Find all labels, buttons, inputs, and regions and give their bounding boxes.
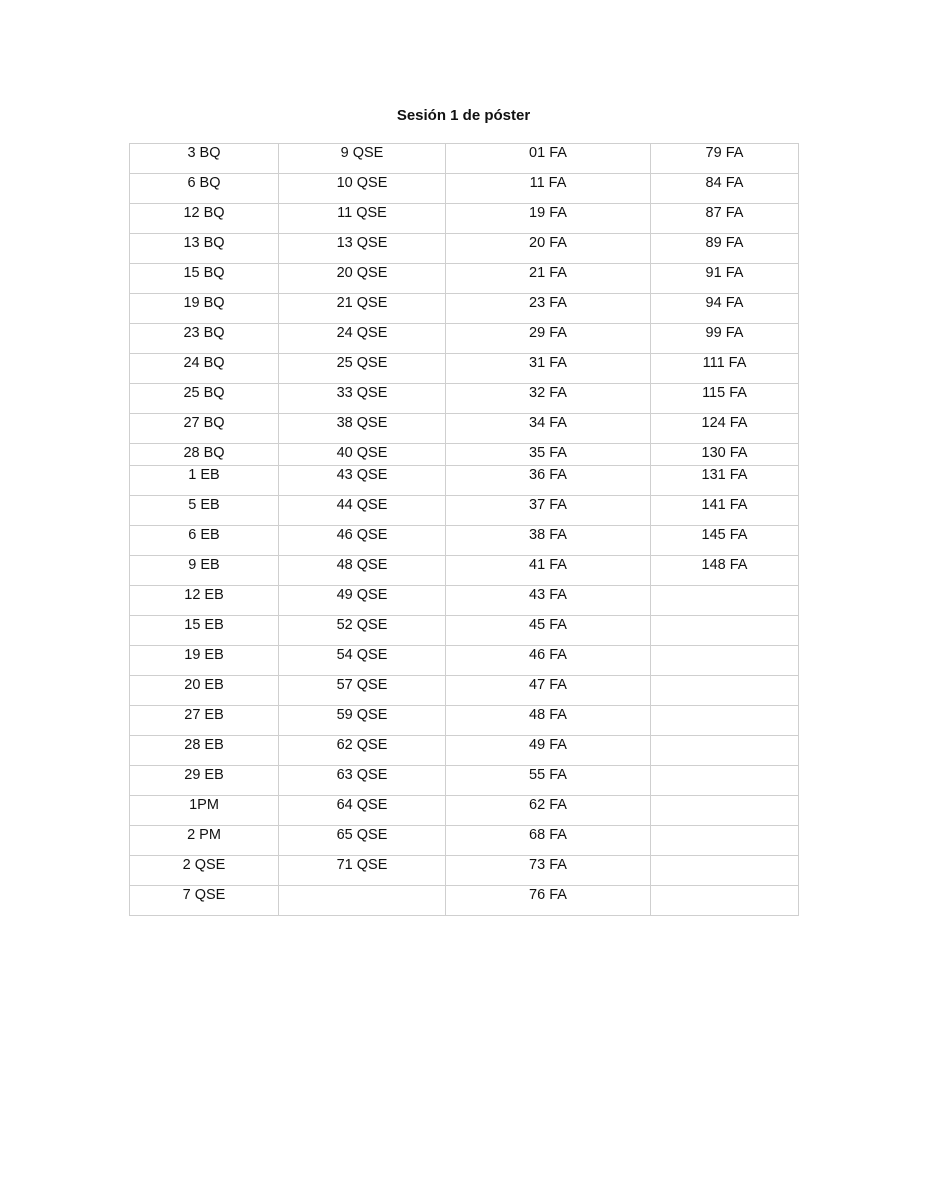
- table-cell: 27 BQ: [130, 414, 279, 444]
- table-cell: [651, 676, 799, 706]
- table-cell: 44 QSE: [279, 496, 446, 526]
- table-row: [130, 706, 799, 736]
- table-cell: 52 QSE: [279, 616, 446, 646]
- table-cell: 68 FA: [446, 826, 651, 856]
- table-cell: 7 QSE: [130, 886, 279, 916]
- table-row: [130, 676, 799, 706]
- table-cell: 99 FA: [651, 324, 799, 354]
- table-cell: 28 EB: [130, 736, 279, 766]
- table-cell: 115 FA: [651, 384, 799, 414]
- table-cell: 49 FA: [446, 736, 651, 766]
- table-cell: 28 BQ: [130, 444, 279, 466]
- table-cell: 32 FA: [446, 384, 651, 414]
- table-cell: 91 FA: [651, 264, 799, 294]
- table-row: [130, 234, 799, 264]
- table-cell: 01 FA: [446, 144, 651, 174]
- table-cell: 62 FA: [446, 796, 651, 826]
- table-cell: 6 BQ: [130, 174, 279, 204]
- table-cell: 35 FA: [446, 444, 651, 466]
- table-row: [130, 886, 799, 916]
- table-row: [130, 324, 799, 354]
- table-row: [130, 204, 799, 234]
- table-cell: 20 QSE: [279, 264, 446, 294]
- poster-session-table: [129, 143, 799, 916]
- table-cell: [651, 736, 799, 766]
- table-row: [130, 556, 799, 586]
- table-cell: 2 PM: [130, 826, 279, 856]
- table-cell: 23 FA: [446, 294, 651, 324]
- table-cell: 46 FA: [446, 646, 651, 676]
- table-row: [130, 766, 799, 796]
- table-cell: 55 FA: [446, 766, 651, 796]
- table-cell: 73 FA: [446, 856, 651, 886]
- table-cell: 29 EB: [130, 766, 279, 796]
- table-cell: 45 FA: [446, 616, 651, 646]
- table-cell: 43 QSE: [279, 466, 446, 496]
- table-row: [130, 526, 799, 556]
- table-cell: 89 FA: [651, 234, 799, 264]
- table-cell: 59 QSE: [279, 706, 446, 736]
- table-cell: 19 EB: [130, 646, 279, 676]
- table-cell: 5 EB: [130, 496, 279, 526]
- table-row: [130, 384, 799, 414]
- table-cell: 63 QSE: [279, 766, 446, 796]
- table-cell: 54 QSE: [279, 646, 446, 676]
- table-cell: 131 FA: [651, 466, 799, 496]
- table-cell: 145 FA: [651, 526, 799, 556]
- table-cell: [651, 586, 799, 616]
- table-cell: 20 FA: [446, 234, 651, 264]
- table-cell: [651, 856, 799, 886]
- table-row: [130, 444, 799, 466]
- table-cell: 1 EB: [130, 466, 279, 496]
- table-cell: 11 FA: [446, 174, 651, 204]
- table-cell: 141 FA: [651, 496, 799, 526]
- table-row: [130, 414, 799, 444]
- table-cell: 23 BQ: [130, 324, 279, 354]
- table-cell: 124 FA: [651, 414, 799, 444]
- table-cell: 46 QSE: [279, 526, 446, 556]
- table-cell: 40 QSE: [279, 444, 446, 466]
- table-cell: 94 FA: [651, 294, 799, 324]
- table-cell: [651, 766, 799, 796]
- table-cell: 76 FA: [446, 886, 651, 916]
- table-cell: 13 QSE: [279, 234, 446, 264]
- table-cell: 24 QSE: [279, 324, 446, 354]
- table-row: [130, 264, 799, 294]
- table-cell: [651, 706, 799, 736]
- table-row: [130, 856, 799, 886]
- table-cell: 9 EB: [130, 556, 279, 586]
- table-cell: 1PM: [130, 796, 279, 826]
- table-row: [130, 826, 799, 856]
- table-cell: 3 BQ: [130, 144, 279, 174]
- table-cell: 21 QSE: [279, 294, 446, 324]
- table-cell: 148 FA: [651, 556, 799, 586]
- page-title: Sesión 1 de póster: [396, 107, 531, 124]
- table-cell: 34 FA: [446, 414, 651, 444]
- table-cell: 15 EB: [130, 616, 279, 646]
- table-cell: 111 FA: [651, 354, 799, 384]
- table-cell: 87 FA: [651, 204, 799, 234]
- table-cell: 49 QSE: [279, 586, 446, 616]
- table-cell: 12 EB: [130, 586, 279, 616]
- table-cell: 38 FA: [446, 526, 651, 556]
- table-cell: 20 EB: [130, 676, 279, 706]
- table-cell: 64 QSE: [279, 796, 446, 826]
- table-row: [130, 496, 799, 526]
- table-cell: 130 FA: [651, 444, 799, 466]
- table-cell: 57 QSE: [279, 676, 446, 706]
- table-cell: 65 QSE: [279, 826, 446, 856]
- table-cell: [651, 796, 799, 826]
- table-cell: 13 BQ: [130, 234, 279, 264]
- table-row: [130, 144, 799, 174]
- table-cell: 31 FA: [446, 354, 651, 384]
- table-row: [130, 736, 799, 766]
- table-cell: 41 FA: [446, 556, 651, 586]
- table-cell: 19 BQ: [130, 294, 279, 324]
- table-cell: [279, 886, 446, 916]
- table-cell: 9 QSE: [279, 144, 446, 174]
- table-cell: 24 BQ: [130, 354, 279, 384]
- table-cell: 48 FA: [446, 706, 651, 736]
- table-cell: 10 QSE: [279, 174, 446, 204]
- table-row: [130, 796, 799, 826]
- table-row: [130, 646, 799, 676]
- table-cell: 21 FA: [446, 264, 651, 294]
- table-cell: [651, 826, 799, 856]
- table-row: [130, 354, 799, 384]
- table-cell: 43 FA: [446, 586, 651, 616]
- table-cell: 6 EB: [130, 526, 279, 556]
- table-row: [130, 294, 799, 324]
- table-cell: 36 FA: [446, 466, 651, 496]
- table-body: [130, 144, 799, 916]
- table-cell: 33 QSE: [279, 384, 446, 414]
- table-cell: [651, 646, 799, 676]
- table-row: [130, 466, 799, 496]
- table-cell: 79 FA: [651, 144, 799, 174]
- table-row: [130, 586, 799, 616]
- table-row: [130, 616, 799, 646]
- table-cell: 62 QSE: [279, 736, 446, 766]
- table-cell: [651, 616, 799, 646]
- table-cell: 12 BQ: [130, 204, 279, 234]
- table-cell: 25 BQ: [130, 384, 279, 414]
- table-cell: 25 QSE: [279, 354, 446, 384]
- table-cell: 48 QSE: [279, 556, 446, 586]
- table-cell: [651, 886, 799, 916]
- table-cell: 37 FA: [446, 496, 651, 526]
- table-cell: 2 QSE: [130, 856, 279, 886]
- table-cell: 29 FA: [446, 324, 651, 354]
- table-cell: 11 QSE: [279, 204, 446, 234]
- table-row: [130, 174, 799, 204]
- table-cell: 15 BQ: [130, 264, 279, 294]
- table-cell: 38 QSE: [279, 414, 446, 444]
- table-cell: 27 EB: [130, 706, 279, 736]
- table-cell: 19 FA: [446, 204, 651, 234]
- table-cell: 84 FA: [651, 174, 799, 204]
- table-cell: 71 QSE: [279, 856, 446, 886]
- table-cell: 47 FA: [446, 676, 651, 706]
